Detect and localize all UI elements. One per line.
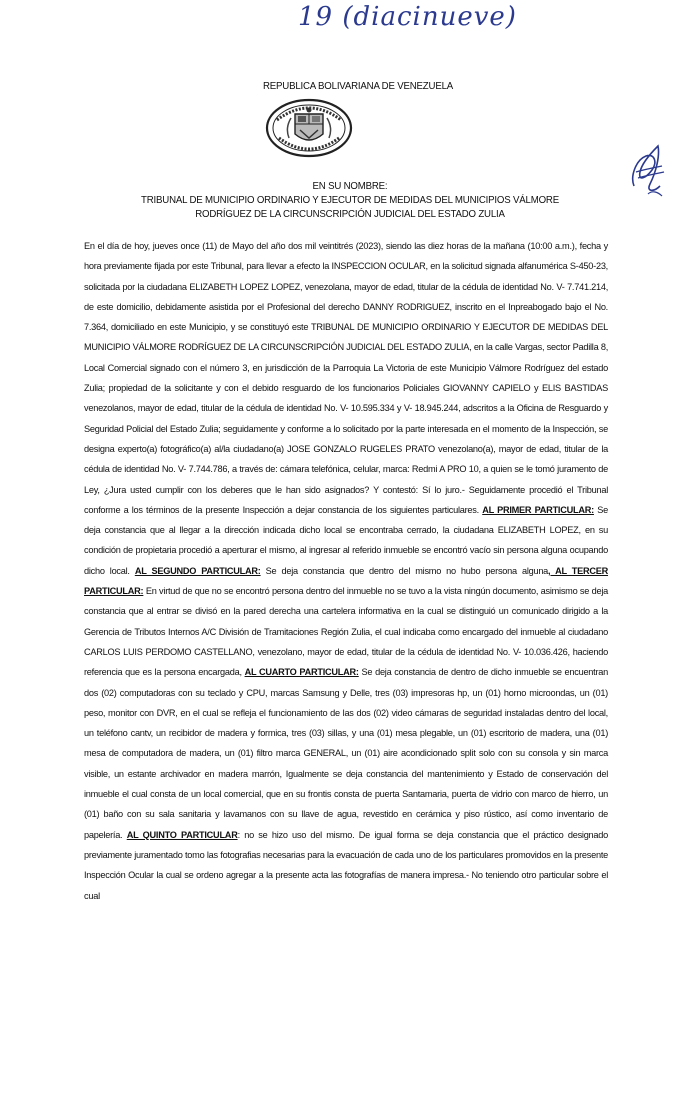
tribunal-heading-line-2: RODRÍGUEZ DE LA CIRCUNSCRIPCIÓN JUDICIAL DEL ESTADO ZULIA: [195, 208, 505, 220]
document-body: [84, 236, 608, 906]
republic-heading: REPUBLICA BOLIVARIANA DE VENEZUELA: [262, 80, 454, 92]
en-su-nombre-heading: EN SU NOMBRE:: [312, 180, 388, 192]
body-text: : no se hizo uso del mismo. De igual forma se deja constancia que el práctico designado previamente juramentado tomo las fotografias necesarias para la evacuación de cada uno de los particulares promovidos en la presente Inspección Ocular la cual se ordeno agregar a la presente acta las fotografías de manera impresa.- No teniendo otro particular sobre el cual: [84, 829, 608, 901]
handwritten-page-number: 19 (diacinueve): [298, 2, 517, 32]
body-text: Se deja constancia que al llegar a la dirección indicada dicho local se encontraba cerrado, la ciudadana ELIZABETH LOPEZ, en su condición de propietaria procedió a aperturar el mismo, al ingresar al referido inmueble se encontró vacío sin persona alguna ocupando dicho local.: [84, 504, 608, 576]
primer-particular-label: AL PRIMER PARTICULAR:: [482, 504, 594, 515]
body-text: En virtud de que no se encontró persona dentro del inmueble no se tuvo a la vista ningún documento, asimismo se deja constancia que al entrar se divisó en la pared derecha una cartelera informativa en la cual se distinguió un comunicado dirigido a la Gerencia de Tributos Internos A/C División de Tramitaciones Región Zulia, el cual indicaba como encargado del inmueble al ciudadano CARLOS LUIS PERDOMO CASTELLANO, venezolano, mayor de edad, titular de la cédula de identidad No. V- 10.036.426, haciendo referencia que es la persona encargada,: [84, 586, 608, 678]
tribunal-heading-line-1: TRIBUNAL DE MUNICIPIO ORDINARIO Y EJECUTOR DE MEDIDAS DEL MUNICIPIOS VÁLMORE: [141, 194, 559, 206]
body-text: En el día de hoy, jueves once (11) de Mayo del año dos mil veintitrés (2023), siendo las diez horas de la mañana (10:00 a.m.), fecha y hora previamente fijada por este Tribunal, para llevar a efecto la INSPECCION OCULAR, en la solicitud signada alfanumérica S-450-23, solicitada por la ciudadana ELIZABETH LOPEZ LOPEZ, venezolana, mayor de edad, titular de la cédula de identidad No. V- 7.741.214, de este domicilio, debidamente asistida por el Profesional del derecho DANNY RODRIGUEZ, inscrito en el Inpreabogado bajo el No. 7.364, domiciliado en este Municipio, y se constituyó este TRIBUNAL DE MUNICIPIO ORDINARIO Y EJECUTOR DE MEDIDAS DEL MUNICIPIO VÁLMORE RODRÍGUEZ DE LA CIRCUNSCRIPCIÓN JUDICIAL DEL ESTADO ZULIA, en la calle Vargas, sector Padilla 8, Local Comercial signado con el número 3, en jurisdicción de la Parroquia La Victoria de este Municipio Válmore Rodríguez del estado Zulia; propiedad de la solicitante y con el debido resguardo de los funcionarios Policiales GIOVANNY CAPIELO y ELIS BASTIDAS venezolanos, mayor de edad, titular de la cédula de identidad No. V- 10.595.334 y V- 18.945.244, adscritos a la Oficina de Resguardo y Seguridad Policial del Estado Zulia; seguidamente y conforme a lo solicitado por la parte interesada en el momento de la Inspección, se designa experto(a) fotográfico(a) al/la ciudadano(a) JOSE GONZALO RUGELES PRATO venezolano(a), mayor de edad, titular de la cédula de identidad No. V- 7.744.786, a través de: cámara telefónica, celular, marca: Redmi A PRO 10, a quien se le tomó juramento de Ley, ¿Jura usted cumplir con los deberes que le han sido asignados? Y contestó: Sí lo juro.- Seguidamente procedió el Tribunal conforme a los términos de la presente Inspección a dejar constancia de los siguientes particulares.: [84, 241, 608, 515]
segundo-particular-label: AL SEGUNDO PARTICULAR:: [134, 565, 261, 576]
court-seal-icon: [265, 98, 353, 158]
body-paragraph: [84, 236, 608, 906]
cuarto-particular-label: AL CUARTO PARTICULAR:: [244, 667, 359, 678]
quinto-particular-label: AL QUINTO PARTICULAR: [126, 829, 238, 840]
body-text: Se deja constancia que dentro del mismo no hubo persona alguna: [260, 565, 549, 576]
body-text: Se deja constancia de dentro de dicho inmueble se encuentran dos (02) computadoras con su teclado y CPU, marcas Samsung y Delle, tres (03) impresoras hp, un (01) horno microondas, un (01) peso, monitor con DVR, en el cual se refleja el funcionamiento de las dos (02) video cámaras de seguridad instaladas dentro del local, un teléfono cantv, un recibidor de madera y formica, tres (03) sillas, y una (01) mesa plegable, un (01) escritorio de madera, una (01) mesa de computadora de madera, un (01) filtro marca GENERAL, un (01) aire acondicionado split solo con su consola y sin marca visible, un estante archivador en madera marrón, Igualmente se deja constancia del mantenimiento y Estado de conservación del inmueble el cual consta de un local comercial, que en su frontis consta de puerta Santamaria, puerta de vidrio con marco de hierro, un (01) baño con su sala sanitaria y lavamanos con su llave de agua, revestido en cerámica y piso rústico, así como inventario de papelería.: [84, 667, 608, 840]
tercer-particular-label: , AL TERCER PARTICULAR:: [84, 565, 609, 597]
